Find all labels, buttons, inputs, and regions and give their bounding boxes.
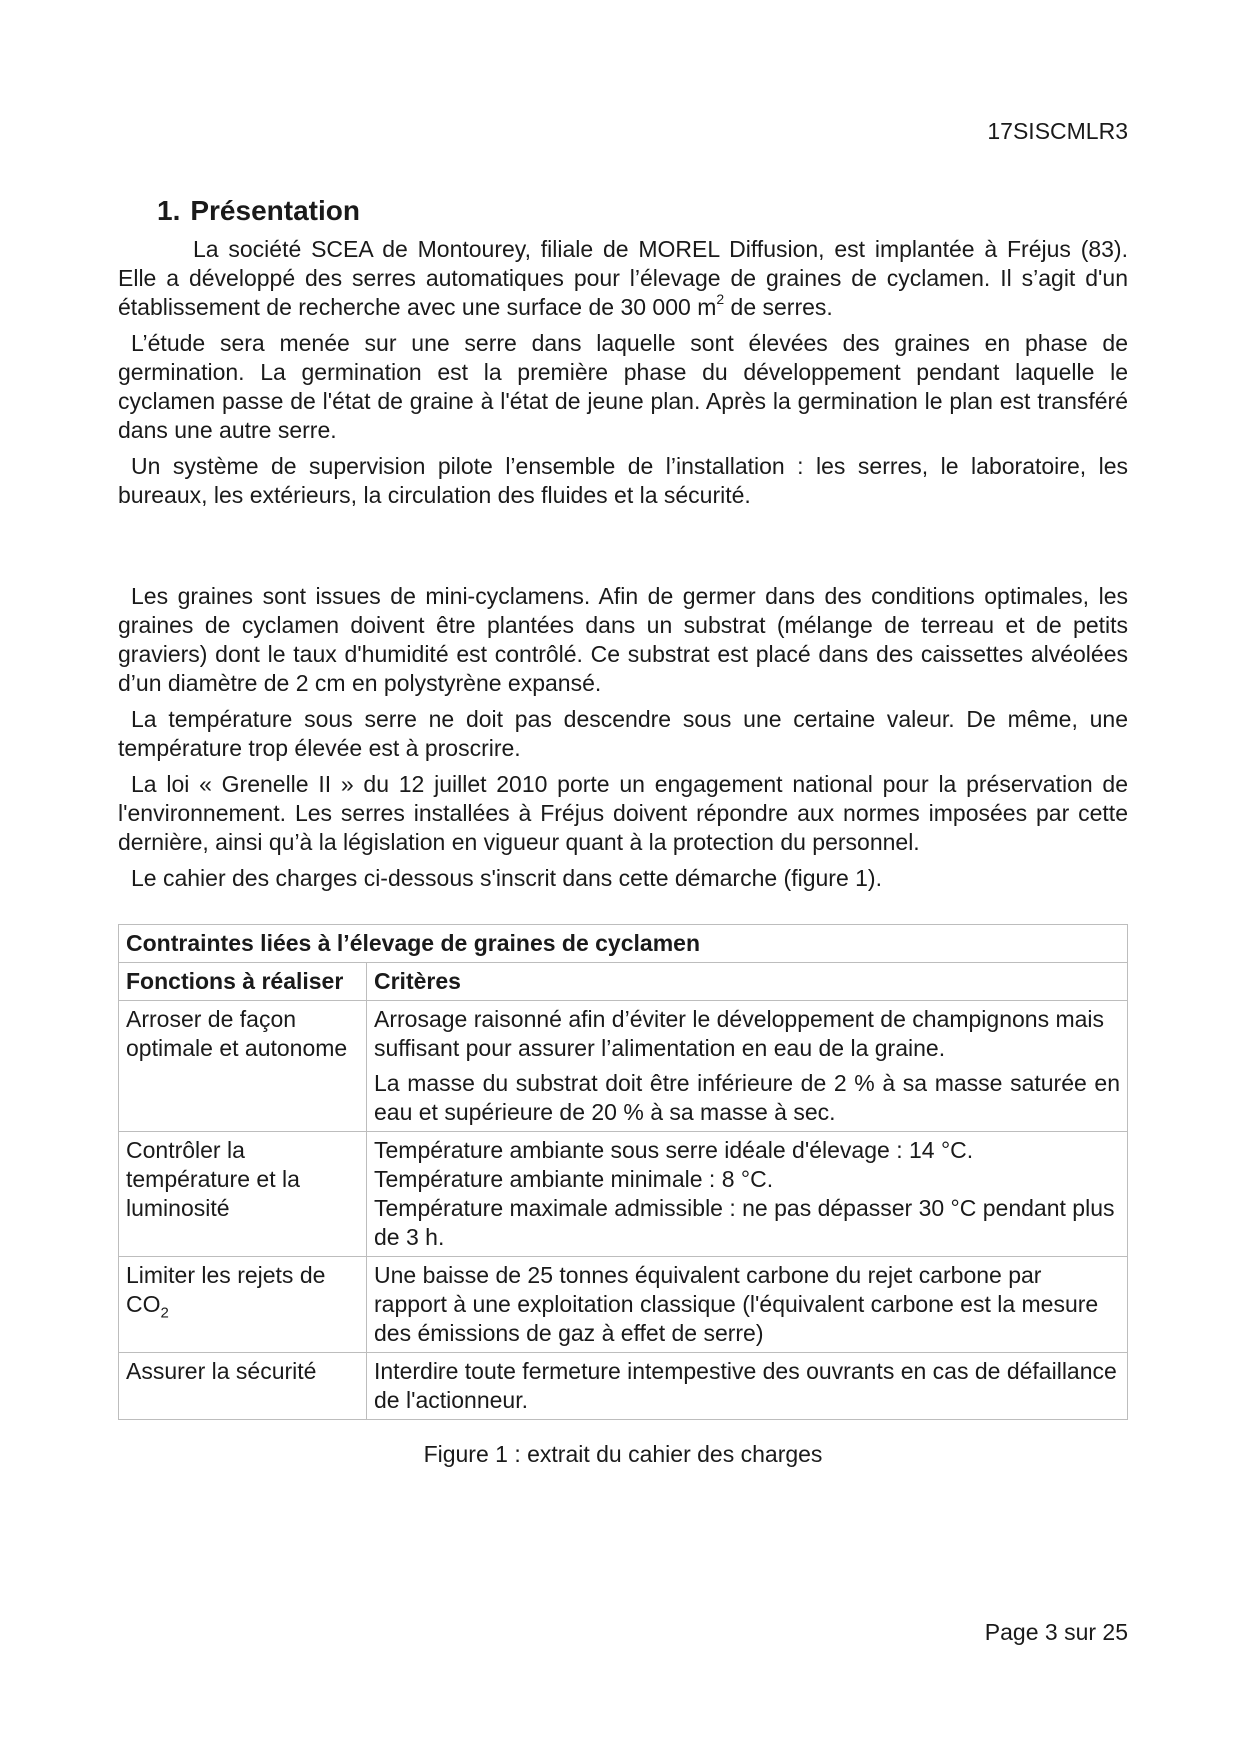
table-row: [119, 1353, 1128, 1420]
criteria-cell: [367, 1132, 1128, 1257]
criteria-line: Une baisse de 25 tonnes équivalent carbone du rejet carbone par rapport à une exploitation classique (l'équivalent carbone est la mesure des émissions de gaz à effet de serre): [374, 1262, 1099, 1346]
paragraph-company-text: La société SCEA de Montourey, filiale de MOREL Diffusion, est implantée à Fréjus (83). Elle a développé des serres automatiques pour l’élevage de graines de cyclamen. Il s’agit d'un établissement de recherche avec une surface de 30 000 m: [118, 236, 1128, 320]
criteria-line: Température maximale admissible : ne pas dépasser 30 °C pendant plus de 3 h.: [374, 1195, 1115, 1250]
column-header-criteria: Critères: [367, 963, 1128, 1001]
paragraph-supervision: Un système de supervision pilote l’ensemble de l’installation : les serres, le laboratoire, les bureaux, les extérieurs, la circulation des fluides et la sécurité.: [118, 453, 1128, 508]
criteria-cell: [367, 1353, 1128, 1420]
criteria-cell: [367, 1257, 1128, 1353]
superscript-2: 2: [716, 291, 725, 308]
criteria-line: Température ambiante sous serre idéale d'élevage : 14 °C.: [374, 1137, 974, 1163]
subscript-2: 2: [160, 1304, 169, 1322]
section-number: 1.: [157, 195, 181, 226]
table-title: Contraintes liées à l’élevage de graines de cyclamen: [119, 925, 1128, 963]
function-cell: Contrôler la température et la luminosité: [119, 1132, 367, 1257]
criteria-line: Arrosage raisonné afin d’éviter le développement de champignons mais suffisant pour assurer l’alimentation en eau de la graine.: [374, 1006, 1105, 1061]
context-text: [118, 582, 1128, 900]
function-cell: [119, 1257, 367, 1353]
criteria-line: Température ambiante minimale : 8 °C.: [374, 1166, 774, 1192]
figure-caption: Figure 1 : extrait du cahier des charges: [423, 1441, 823, 1467]
specifications-table: [118, 924, 1128, 1420]
paragraph-grenelle: La loi « Grenelle II » du 12 juillet 2010 porte un engagement national pour la préservation de l'environnement. Les serres installées à Fréjus doivent répondre aux normes imposées par cette dernière, ainsi qu’à la législation en vigueur quant à la protection du personnel.: [118, 771, 1128, 855]
function-cell: Assurer la sécurité: [119, 1353, 367, 1420]
paragraph-seeds: Les graines sont issues de mini-cyclamens. Afin de germer dans des conditions optimales, les graines de cyclamen doivent être plantées dans un substrat (mélange de terreau et de petits graviers) dont le taux d'humidité est contrôlé. Ce substrat est placé dans des caissettes alvéolées d’un diamètre de 2 cm en polystyrène expansé.: [118, 583, 1128, 696]
paragraph-specs-intro: Le cahier des charges ci-dessous s'inscrit dans cette démarche (figure 1).: [131, 865, 882, 891]
paragraph-company-end: de serres.: [724, 294, 833, 320]
paragraph-temperature: La température sous serre ne doit pas descendre sous une certaine valeur. De même, une température trop élevée est à proscrire.: [118, 706, 1128, 761]
table-row: [119, 1132, 1128, 1257]
table-row: [119, 1001, 1128, 1132]
paragraph-company: [118, 235, 1128, 322]
table-title-row: [119, 925, 1128, 963]
column-header-functions: Fonctions à réaliser: [119, 963, 367, 1001]
table-row: [119, 1257, 1128, 1353]
function-text: Limiter les rejets de CO: [126, 1262, 326, 1317]
criteria-line: La masse du substrat doit être inférieure de 2 % à sa masse saturée en eau et supérieure de 20 % à sa masse à sec.: [374, 1070, 1120, 1125]
criteria-line: Interdire toute fermeture intempestive des ouvrants en cas de défaillance de l'actionneur.: [374, 1358, 1117, 1413]
criteria-cell: [367, 1001, 1128, 1132]
section-title: Présentation: [190, 195, 360, 226]
intro-text: [118, 235, 1128, 517]
document-code: 17SISCMLR3: [987, 118, 1128, 144]
table-header-row: [119, 963, 1128, 1001]
paragraph-study: L’étude sera menée sur une serre dans laquelle sont élevées des graines en phase de germination. La germination est la première phase du développement pendant laquelle le cyclamen passe de l'état de graine à l'état de jeune plan. Après la germination le plan est transféré dans une autre serre.: [118, 330, 1128, 443]
page-number: Page 3 sur 25: [984, 1619, 1128, 1645]
section-heading: [157, 195, 360, 227]
function-cell: Arroser de façon optimale et autonome: [119, 1001, 367, 1132]
